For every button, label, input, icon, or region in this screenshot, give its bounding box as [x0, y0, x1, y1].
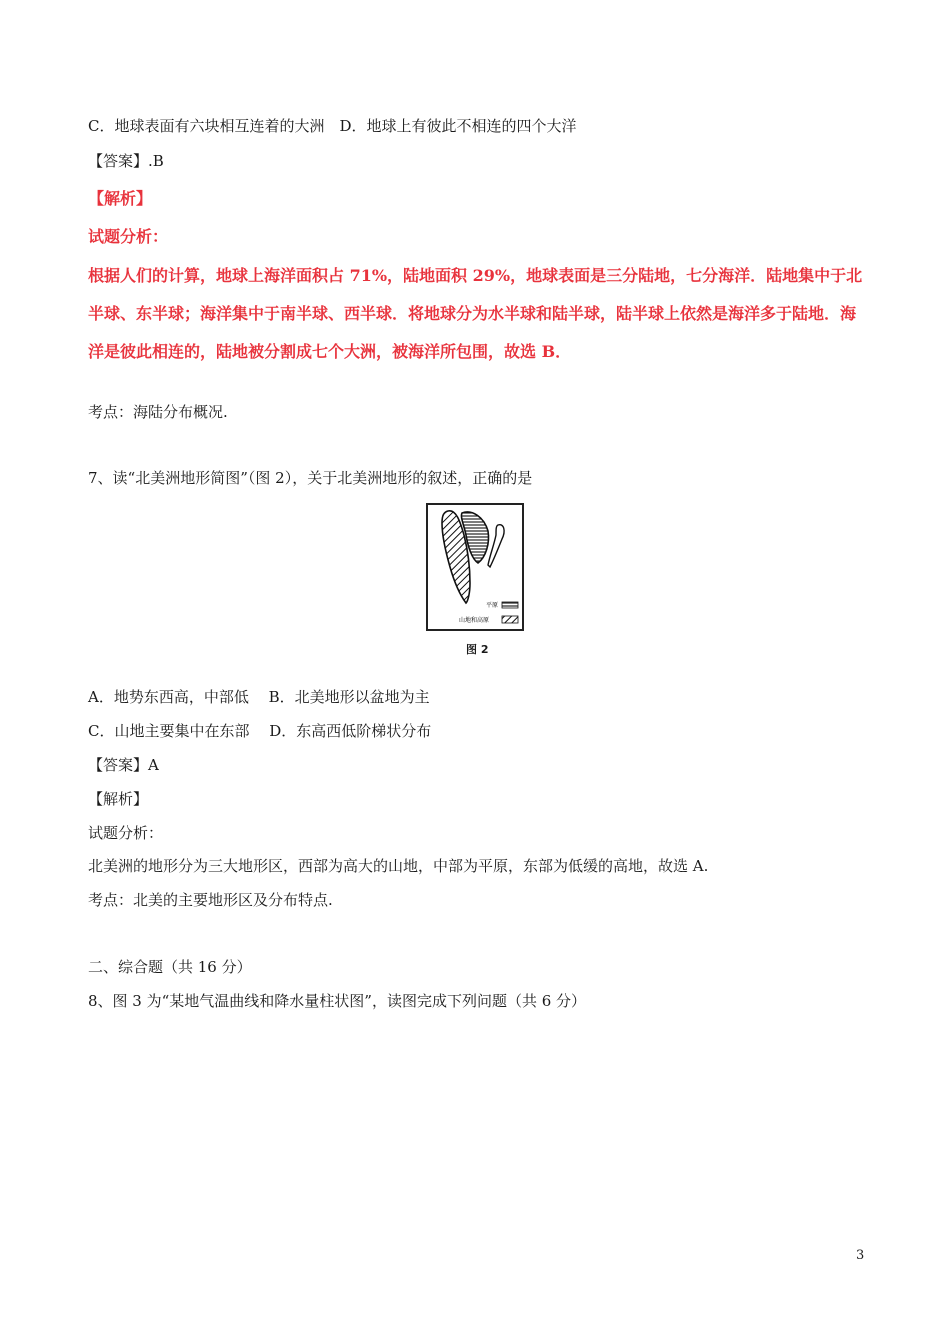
q6-analysis-heading: 【解析】 [88, 189, 153, 208]
q8-question: 8、图 3 为“某地气温曲线和降水量柱状图”，读图完成下列问题（共 6 分） [88, 992, 587, 1010]
figure-caption: 图 2 [466, 643, 489, 656]
q7-options-cd: C．山地主要集中在东部 D．东高西低阶梯状分布 [88, 722, 432, 740]
q6-analysis-line-2: 半球、东半球；海洋集中于南半球、西半球．将地球分为水半球和陆半球，陆半球上依然是海洋多于陆地．海 [88, 304, 857, 323]
q7-options-ab: A．地势东西高，中部低 B．北美地形以盆地为主 [88, 688, 430, 706]
q7-analysis-heading: 【解析】 [88, 790, 149, 808]
section2-title: 二、综合题（共 16 分） [88, 958, 252, 976]
q7-answer: 【答案】A [88, 756, 159, 774]
q6-options-cd: C．地球表面有六块相互连着的大洲 D．地球上有彼此不相连的四个大洋 [88, 117, 577, 135]
q7-question: 7、读“北美洲地形简图”（图 2），关于北美洲地形的叙述，正确的是 [88, 469, 533, 487]
legend-mountain-swatch [502, 616, 518, 623]
q6-kaodian: 考点：海陆分布概况. [88, 403, 228, 421]
q7-analysis-label: 试题分析： [88, 824, 164, 842]
legend-mountain-label: 山地和高原 [459, 617, 490, 624]
legend-plain-label: 平原 [486, 602, 499, 609]
legend-plain-swatch [502, 602, 518, 608]
north-america-terrain-figure [426, 503, 524, 631]
q7-kaodian: 考点：北美的主要地形区及分布特点. [88, 891, 333, 909]
q6-analysis-label: 试题分析： [88, 227, 169, 246]
q6-answer: 【答案】.B [88, 152, 164, 170]
q6-analysis-line-1: 根据人们的计算，地球上海洋面积占 71%，陆地面积 29%，地球表面是三分陆地，七分海洋．陆地集中于北 [88, 266, 863, 285]
q6-analysis-line-3: 洋是彼此相连的，陆地被分割成七个大洲，被海洋所包围，故选 B． [88, 342, 572, 361]
page-number: 3 [856, 1248, 865, 1263]
q7-analysis-line-1: 北美洲的地形分为三大地形区，西部为高大的山地，中部为平原，东部为低缓的高地，故选 A. [88, 857, 709, 875]
